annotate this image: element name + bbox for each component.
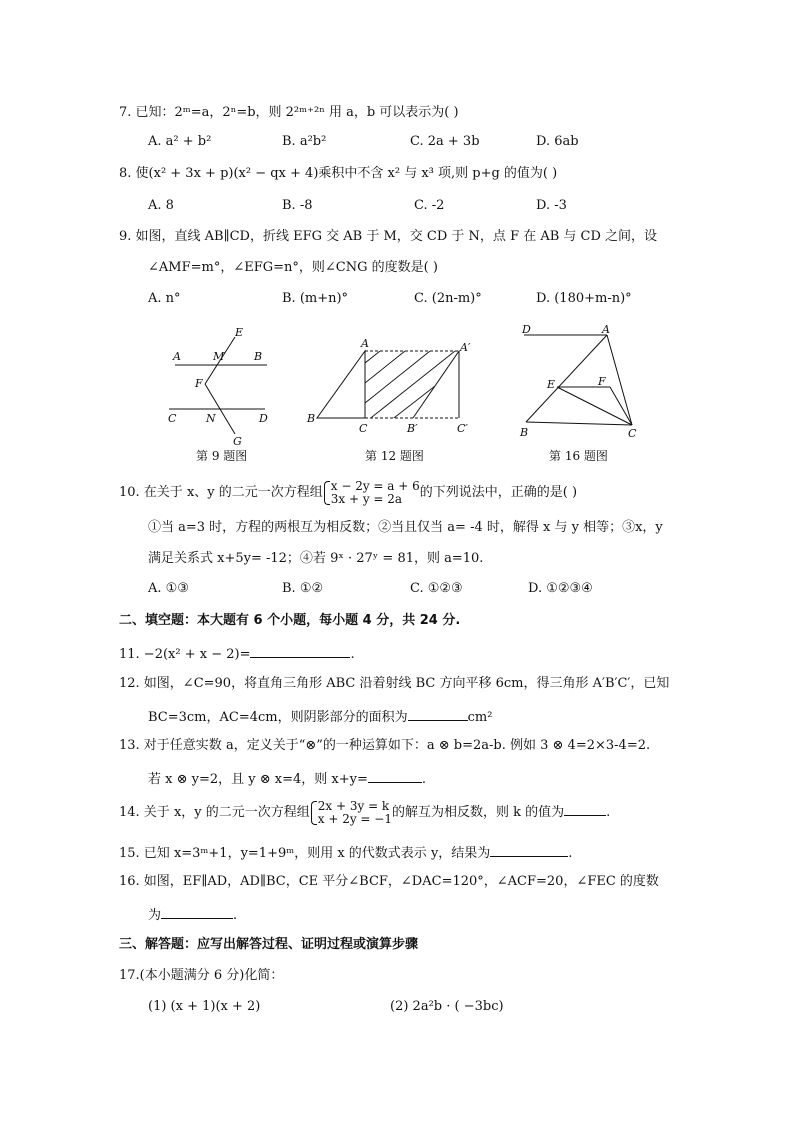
q12-line2 — [148, 706, 492, 727]
q7-option-d: D. 6ab — [536, 134, 579, 149]
q10-line3: 满足关系式 x+5y= -12；④若 9ˣ · 27ʸ = 81，则 a=10. — [148, 551, 484, 566]
fig16-line-ac — [607, 335, 632, 425]
q10-system — [323, 480, 420, 506]
q10-prefix: 10. 在关于 x、y 的二元一次方程组 — [119, 485, 323, 500]
q14-eq1: 2x + 3y = k — [317, 798, 390, 813]
q15-text: 15. 已知 x=3ᵐ+1，y=1+9ᵐ，则用 x 的代数式表示 y，结果为 — [119, 846, 491, 861]
q10-line1 — [119, 479, 577, 507]
q12-answer-blank[interactable] — [408, 706, 468, 721]
q8-option-a: A. 8 — [148, 198, 174, 213]
q10-option-a: A. ①③ — [148, 581, 189, 596]
q11-end: . — [350, 647, 355, 662]
figure-16 — [512, 320, 647, 440]
q8-text: 8. 使(x² + 3x + p)(x² − qx + 4)乘积中不含 x² 与 x³ 项,则 p+g 的值为( ) — [119, 166, 558, 181]
q17-part2: (2) 2a²b · ( −3bc) — [390, 999, 504, 1014]
q9-option-d: D. (180+m-n)° — [536, 291, 632, 306]
q9-option-c: C. (2n-m)° — [414, 291, 482, 306]
q13-line1: 13. 对于任意实数 a，定义关于“⊗”的一种运算如下：a ⊗ b=2a-b. 例如 3 ⊗ 4=2×3-4=2. — [119, 738, 651, 753]
fig12-label-b2: B′ — [407, 422, 418, 435]
fig9-label-e: E — [235, 326, 244, 339]
q16-line2-text: 为 — [148, 908, 162, 923]
q13-answer-blank[interactable] — [368, 768, 422, 783]
q14-prefix: 14. 关于 x，y 的二元一次方程组 — [119, 805, 310, 820]
q13-end: . — [421, 772, 426, 787]
fig16-label-c: C — [628, 427, 637, 440]
q8-option-d: D. -3 — [536, 198, 567, 213]
q10-eq2: 3x + y = 2a — [330, 491, 403, 506]
fig12-label-a2: A′ — [460, 341, 471, 354]
q11 — [119, 643, 355, 664]
fig16-line-ab — [526, 335, 607, 422]
q15 — [119, 842, 572, 863]
fig16-line-bc — [526, 422, 632, 425]
fig12-label-a: A — [361, 337, 369, 350]
fig9-label-g: G — [233, 435, 242, 447]
q13-line2 — [148, 768, 426, 789]
fig12-triangle-abc — [317, 351, 365, 418]
q14 — [119, 799, 610, 827]
fig16-label-a: A — [602, 323, 610, 336]
fig16-label-d: D — [522, 323, 531, 336]
fig9-label-n: N — [206, 412, 216, 425]
q7-text: 7. 已知：2ᵐ=a，2ⁿ=b，则 2²ᵐ⁺²ⁿ 用 a，b 可以表示为( ) — [119, 105, 459, 120]
fig12-side-b2a2 — [413, 351, 459, 418]
q10-suffix: 的下列说法中，正确的是( ) — [419, 485, 578, 500]
q9-option-b: B. (m+n)° — [282, 291, 349, 306]
figure-9 — [165, 322, 280, 447]
fig12-label-b: B — [307, 412, 316, 425]
q7-option-b: B. a²b² — [282, 134, 327, 149]
fig16-label-e: E — [547, 378, 556, 391]
q14-end: . — [606, 805, 611, 820]
figure-16-caption: 第 16 题图 — [549, 449, 608, 463]
q17-part1: (1) (x + 1)(x + 2) — [148, 999, 261, 1014]
fig9-label-a: A — [173, 350, 181, 363]
q8-option-c: C. -2 — [414, 198, 445, 213]
fig9-label-f: F — [195, 377, 203, 390]
fig12-label-c2: C′ — [457, 422, 468, 435]
q10-eq1: x − 2y = a + 6 — [330, 478, 420, 493]
q7-option-a: A. a² + b² — [148, 134, 212, 149]
figure-12 — [305, 333, 480, 438]
q14-suffix: 的解互为相反数，则 k 的值为 — [392, 805, 565, 820]
q10-option-c: C. ①②③ — [410, 581, 463, 596]
q10-line2: ①当 a=3 时，方程的两根互为相反数；②当且仅当 a= -4 时，解得 x 与 y 相等；③x，y — [148, 520, 663, 535]
fig9-label-m: M — [213, 350, 225, 363]
q16-line1: 16. 如图，EF∥AD，AD∥BC，CE 平分∠BCF，∠DAC=120°，∠ACF=20，∠FEC 的度数 — [119, 874, 659, 889]
fig9-label-d: D — [259, 412, 268, 425]
q8-option-b: B. -8 — [282, 198, 313, 213]
q10-option-d: D. ①②③④ — [528, 581, 593, 596]
q16-answer-blank[interactable] — [161, 904, 233, 919]
q12-line1: 12. 如图，∠C=90，将直角三角形 ABC 沿着射线 BC 方向平移 6cm，得三角形 A′B′C′，已知 — [119, 676, 670, 691]
fig12-shaded-region — [365, 351, 480, 421]
q16-line2 — [148, 904, 237, 925]
q7-option-c: C. 2a + 3b — [410, 134, 480, 149]
q15-end: . — [568, 846, 573, 861]
fig16-label-b: B — [520, 426, 529, 439]
q11-text: 11. −2(x² + x − 2)= — [119, 647, 251, 662]
q12-unit: cm² — [467, 710, 493, 725]
section-2-heading: 二、填空题：本大题有 6 个小题，每小题 4 分，共 24 分. — [119, 613, 461, 628]
q9-line1: 9. 如图，直线 AB∥CD，折线 EFG 交 AB 于 M，交 CD 于 N，点 F 在 AB 与 CD 之间，设 — [119, 229, 658, 244]
q13-line2-text: 若 x ⊗ y=2，且 y ⊗ x=4，则 x+y= — [148, 772, 368, 787]
fig16-label-f: F — [598, 375, 606, 388]
q12-line2-text: BC=3cm，AC=4cm，则阴影部分的面积为 — [148, 710, 408, 725]
q16-end: . — [233, 908, 238, 923]
section-3-heading: 三、解答题：应写出解答过程、证明过程或演算步骤 — [119, 937, 419, 952]
q9-line2: ∠AMF=m°，∠EFG=n°，则∠CNG 的度数是( ) — [148, 260, 438, 275]
fig12-label-c: C — [359, 422, 368, 435]
q11-answer-blank[interactable] — [250, 643, 350, 658]
q15-answer-blank[interactable] — [490, 842, 568, 857]
figure-12-caption: 第 12 题图 — [365, 449, 424, 463]
q9-option-a: A. n° — [148, 291, 181, 306]
q17-text: 17.(本小题满分 6 分)化简： — [119, 968, 284, 983]
q14-system — [310, 800, 392, 826]
q14-answer-blank[interactable] — [564, 801, 606, 816]
fig9-label-c: C — [168, 412, 177, 425]
fig9-label-b: B — [254, 350, 263, 363]
q14-eq2: x + 2y = −1 — [317, 811, 392, 826]
q10-option-b: B. ①② — [282, 581, 324, 596]
figure-9-caption: 第 9 题图 — [196, 449, 248, 463]
